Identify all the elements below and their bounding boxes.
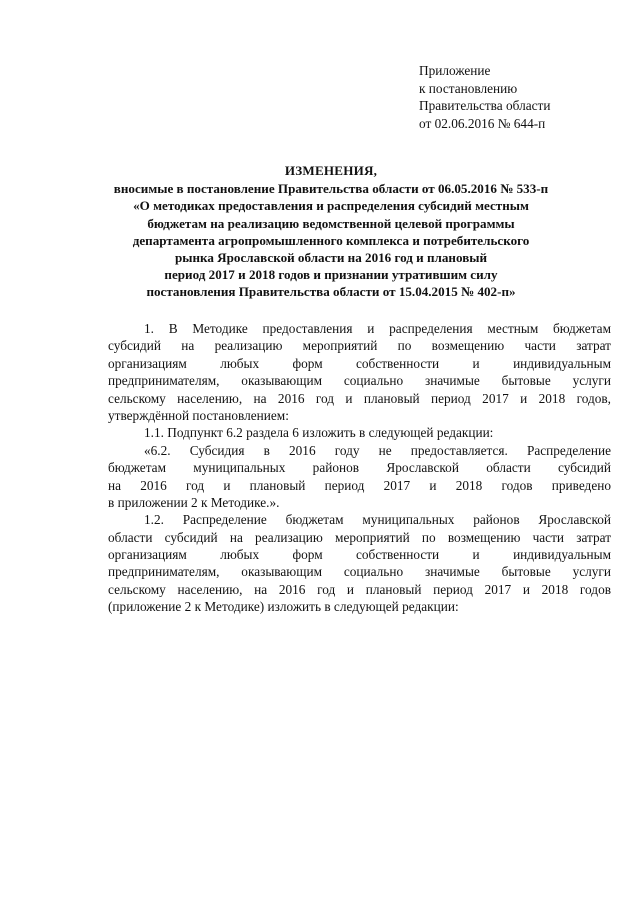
heading-line: бюджетам на реализацию ведомственной целевой программы	[147, 215, 515, 231]
heading-line: департамента агропромышленного комплекса и потребительского	[132, 232, 530, 248]
appendix-line: к постановлению	[419, 80, 518, 96]
heading-line: постановления Правительства области от 15.04.2015 № 402-п»	[146, 284, 516, 300]
text-line: организациям любых форм собственности и индивидуальным	[108, 355, 611, 371]
heading-line: вносимые в постановление Правительства области от 06.05.2016 № 533-п	[113, 181, 549, 197]
text-line: предпринимателям, оказывающим социально значимые бытовые услуги	[108, 564, 611, 580]
heading-line: рынка Ярославской области на 2016 год и плановый	[174, 250, 488, 266]
text-line: 1. В Методике предоставления и распределения местным бюджетам	[144, 321, 611, 336]
text-line: субсидий на реализацию мероприятий по возмещению части затрат	[108, 338, 611, 354]
heading-line: период 2017 и 2018 годов и признании утратившим силу	[164, 267, 498, 283]
text-line: в приложении 2 к Методике.».	[108, 494, 280, 510]
text-line: сельскому населению, на 2016 год и плановый период 2017 и 2018 годов,	[108, 390, 611, 406]
text-line: предпринимателям, оказывающим социально значимые бытовые услуги	[108, 373, 611, 389]
document-heading	[96, 162, 566, 301]
text-line: 1.1. Подпункт 6.2 раздела 6 изложить в следующей редакции:	[144, 425, 494, 441]
text-line: «6.2. Субсидия в 2016 году не предоставляется. Распределение	[144, 442, 611, 458]
appendix-line: от 02.06.2016 № 644-п	[419, 115, 546, 131]
paragraph-1-2	[108, 511, 611, 615]
text-line: на 2016 год и плановый период 2017 и 2018 годов приведено	[108, 477, 611, 493]
heading-line: «О методиках предоставления и распределения субсидий местным	[133, 198, 529, 214]
heading-title: ИЗМЕНЕНИЯ,	[284, 163, 378, 178]
paragraph-1	[108, 320, 611, 424]
text-line: утверждённой постановлением:	[108, 407, 289, 423]
text-line: области субсидий на реализацию мероприятий по возмещению части затрат	[108, 529, 611, 545]
text-line: бюджетам муниципальных районов Ярославской области субсидий	[108, 460, 611, 476]
text-line: сельскому населению, на 2016 год и плановый период 2017 и 2018 годов	[108, 581, 611, 597]
text-line: (приложение 2 к Методике) изложить в следующей редакции:	[108, 599, 459, 615]
text-line: 1.2. Распределение бюджетам муниципальных районов Ярославской	[144, 512, 611, 528]
document-body	[108, 320, 611, 616]
text-line: организациям любых форм собственности и индивидуальным	[108, 547, 611, 563]
paragraph-6-2-quote	[108, 442, 611, 512]
appendix-line: Приложение	[419, 63, 491, 78]
paragraph-1-1	[108, 424, 611, 441]
appendix-line: Правительства области	[419, 98, 551, 114]
appendix-block	[419, 62, 619, 132]
